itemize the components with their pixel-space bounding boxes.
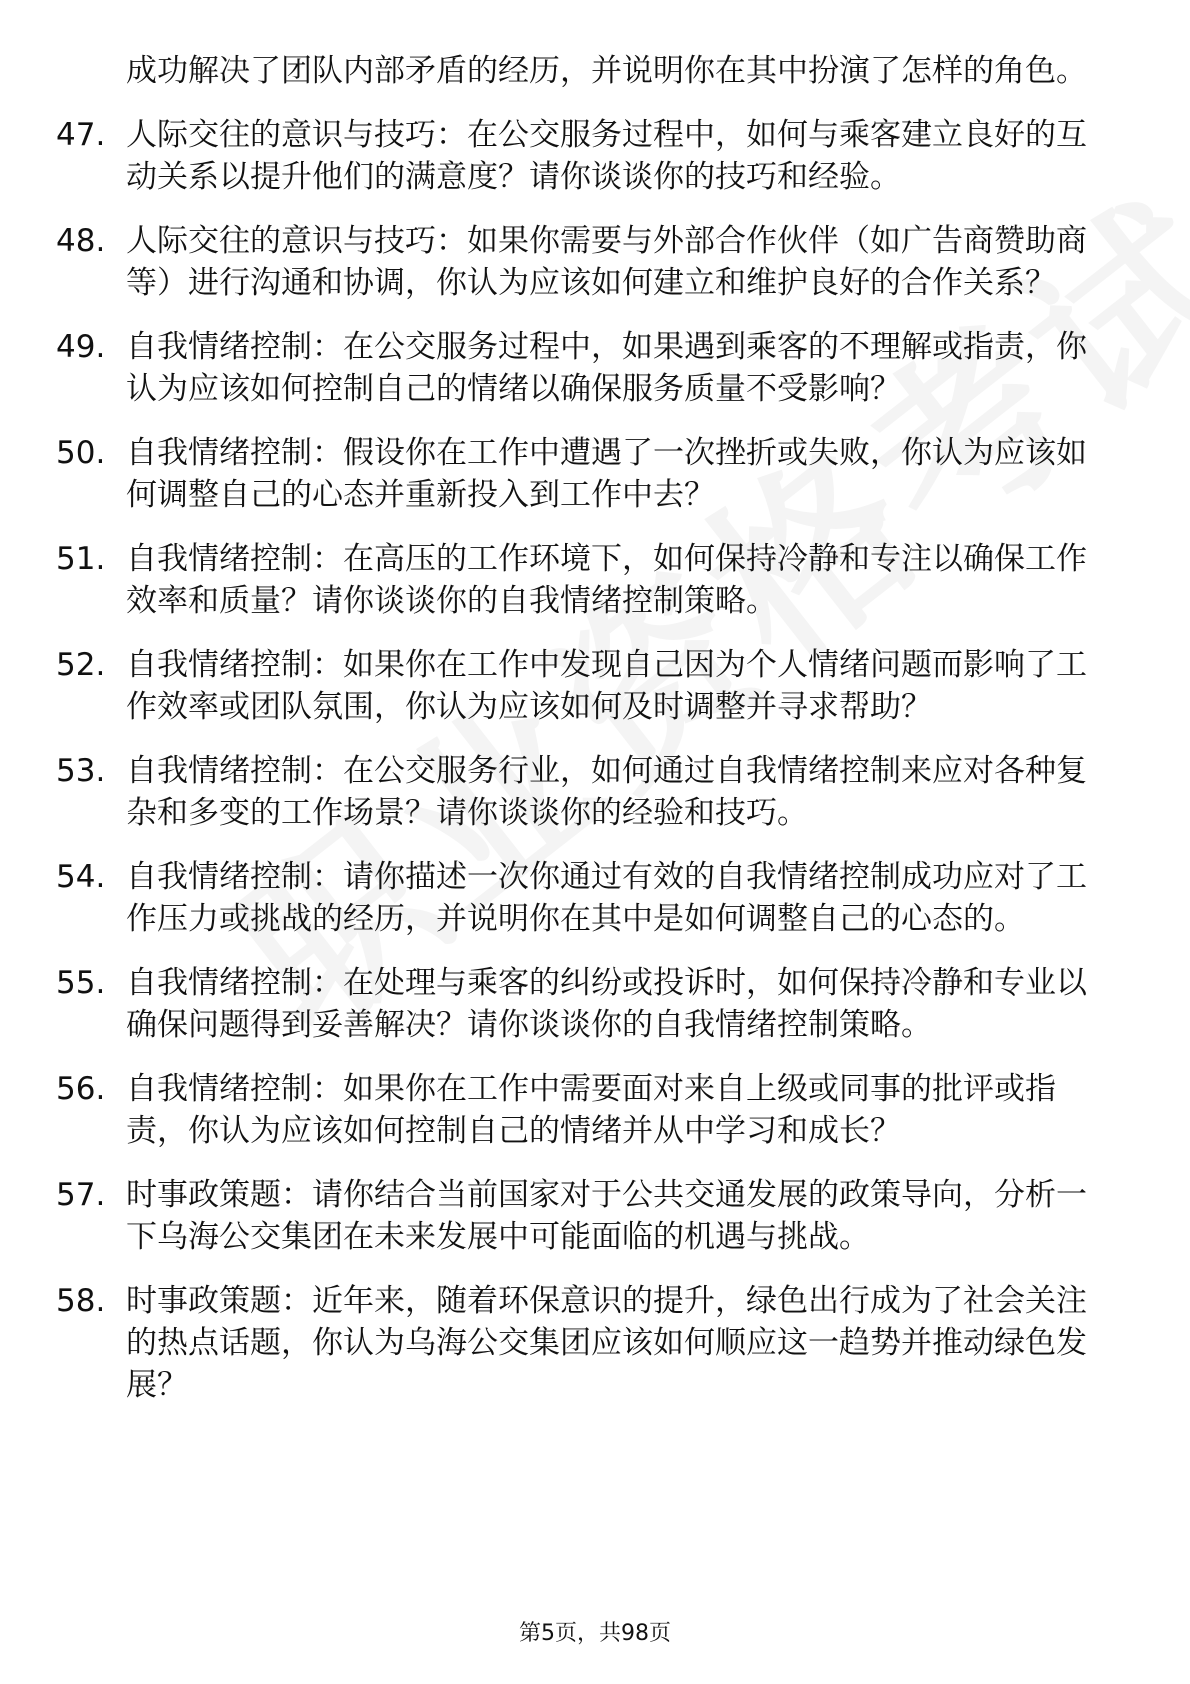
- item-text: 自我情绪控制：在高压的工作环境下，如何保持冷静和专注以确保工作效率和质量？请你谈谈你的自我情绪控制策略。: [126, 541, 1087, 619]
- item-number: 52.: [56, 647, 106, 683]
- page-footer: 第5页，共98页: [519, 1621, 671, 1646]
- list-item: [56, 1068, 1116, 1152]
- item-text: 人际交往的意识与技巧：在公交服务过程中，如何与乘客建立良好的互动关系以提升他们的满意度？请你谈谈你的技巧和经验。: [126, 117, 1087, 195]
- item-number: 56.: [56, 1071, 106, 1107]
- item-number: 48.: [56, 223, 106, 259]
- item-number: 54.: [56, 859, 106, 895]
- question-list: [56, 50, 1116, 1428]
- item-number: 51.: [56, 541, 106, 577]
- item-text: 自我情绪控制：请你描述一次你通过有效的自我情绪控制成功应对了工作压力或挑战的经历，并说明你在其中是如何调整自己的心态的。: [126, 859, 1087, 937]
- list-item: [56, 644, 1116, 728]
- list-item: [56, 538, 1116, 622]
- item-number: 55.: [56, 965, 106, 1001]
- item-text: 自我情绪控制：假设你在工作中遭遇了一次挫折或失败，你认为应该如何调整自己的心态并重新投入到工作中去？: [126, 435, 1087, 513]
- item-text: 人际交往的意识与技巧：如果你需要与外部合作伙伴（如广告商赞助商等）进行沟通和协调，你认为应该如何建立和维护良好的合作关系？: [126, 223, 1087, 301]
- list-item: [56, 1174, 1116, 1258]
- item-number: 49.: [56, 329, 106, 365]
- list-item: [56, 1280, 1116, 1406]
- item-text: 自我情绪控制：在处理与乘客的纠纷或投诉时，如何保持冷静和专业以确保问题得到妥善解决？请你谈谈你的自我情绪控制策略。: [126, 965, 1087, 1043]
- item-number: 58.: [56, 1283, 106, 1319]
- item-text: 自我情绪控制：如果你在工作中发现自己因为个人情绪问题而影响了工作效率或团队氛围，你认为应该如何及时调整并寻求帮助？: [126, 647, 1087, 725]
- item-text: 时事政策题：请你结合当前国家对于公共交通发展的政策导向，分析一下乌海公交集团在未来发展中可能面临的机遇与挑战。: [126, 1177, 1087, 1255]
- list-item: [56, 432, 1116, 516]
- list-item: [56, 750, 1116, 834]
- item-number: 47.: [56, 117, 106, 153]
- list-item: [56, 962, 1116, 1046]
- continuation-paragraph: 成功解决了团队内部矛盾的经历，并说明你在其中扮演了怎样的角色。: [126, 53, 1087, 89]
- item-text: 时事政策题：近年来，随着环保意识的提升，绿色出行成为了社会关注的热点话题，你认为乌海公交集团应该如何顺应这一趋势并推动绿色发展？: [126, 1283, 1087, 1403]
- list-item: [56, 114, 1116, 198]
- list-item: [56, 326, 1116, 410]
- item-number: 53.: [56, 753, 106, 789]
- item-number: 57.: [56, 1177, 106, 1213]
- item-text: 自我情绪控制：在公交服务行业，如何通过自我情绪控制来应对各种复杂和多变的工作场景？请你谈谈你的经验和技巧。: [126, 753, 1087, 831]
- item-text: 自我情绪控制：如果你在工作中需要面对来自上级或同事的批评或指责，你认为应该如何控制自己的情绪并从中学习和成长？: [126, 1071, 1056, 1149]
- list-item: [56, 220, 1116, 304]
- list-item: [56, 856, 1116, 940]
- item-number: 50.: [56, 435, 106, 471]
- item-text: 自我情绪控制：在公交服务过程中，如果遇到乘客的不理解或指责，你认为应该如何控制自己的情绪以确保服务质量不受影响？: [126, 329, 1087, 407]
